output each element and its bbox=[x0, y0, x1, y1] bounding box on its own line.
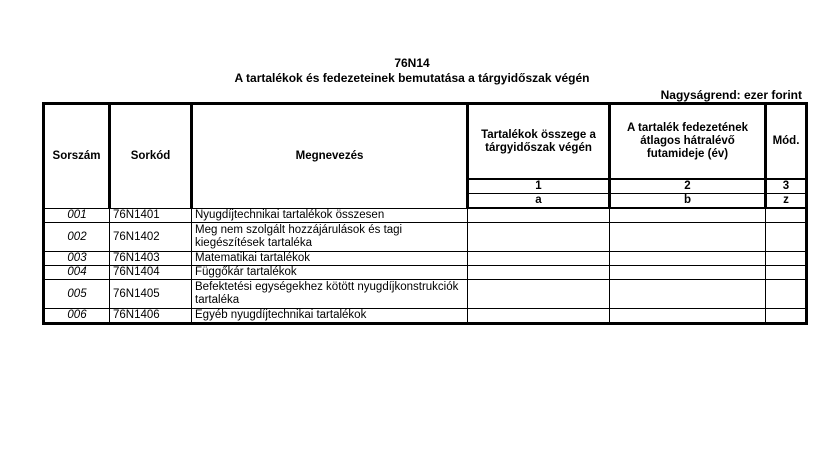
header-sorkod: Sorkód bbox=[110, 104, 192, 209]
row-code: 76N1401 bbox=[110, 208, 192, 223]
header-col3-letter: z bbox=[766, 194, 807, 209]
row-code: 76N1404 bbox=[110, 266, 192, 280]
header-col3-number: 3 bbox=[766, 179, 807, 194]
row-value-col2[interactable] bbox=[610, 280, 766, 309]
table-row bbox=[44, 309, 807, 324]
row-value-col3[interactable] bbox=[766, 266, 807, 280]
header-col2-letter: b bbox=[610, 194, 766, 209]
row-number: 001 bbox=[44, 208, 110, 223]
table-row bbox=[44, 266, 807, 280]
row-value-col2[interactable] bbox=[610, 266, 766, 280]
row-code: 76N1402 bbox=[110, 223, 192, 252]
header-col1: Tartalékok összege a tárgyidőszak végén bbox=[468, 104, 610, 180]
header-megnevezes: Megnevezés bbox=[192, 104, 468, 209]
header-sorszam: Sorszám bbox=[44, 104, 110, 209]
row-code: 76N1406 bbox=[110, 309, 192, 324]
row-value-col1[interactable] bbox=[468, 266, 610, 280]
row-number: 002 bbox=[44, 223, 110, 252]
row-name: Egyéb nyugdíjtechnikai tartalékok bbox=[192, 309, 468, 324]
row-value-col3[interactable] bbox=[766, 309, 807, 324]
row-name: Nyugdíjtechnikai tartalékok összesen bbox=[192, 208, 468, 223]
row-value-col2[interactable] bbox=[610, 252, 766, 266]
row-number: 006 bbox=[44, 309, 110, 324]
row-name: Matematikai tartalékok bbox=[192, 252, 468, 266]
row-value-col3[interactable] bbox=[766, 208, 807, 223]
row-name: Meg nem szolgált hozzájárulások és tagi kiegészítések tartaléka bbox=[192, 223, 468, 252]
row-number: 004 bbox=[44, 266, 110, 280]
row-value-col3[interactable] bbox=[766, 252, 807, 266]
row-number: 005 bbox=[44, 280, 110, 309]
row-value-col3[interactable] bbox=[766, 223, 807, 252]
header-col2: A tartalék fedezetének átlagos hátralévő futamideje (év) bbox=[610, 104, 766, 180]
form-code: 76N14 bbox=[394, 56, 430, 70]
row-value-col2[interactable] bbox=[610, 309, 766, 324]
unit-label: Nagyságrend: ezer forint bbox=[660, 88, 802, 102]
row-code: 76N1405 bbox=[110, 280, 192, 309]
row-value-col1[interactable] bbox=[468, 223, 610, 252]
row-number: 003 bbox=[44, 252, 110, 266]
table-row bbox=[44, 252, 807, 266]
row-name: Befektetési egységekhez kötött nyugdíjkonstrukciók tartaléka bbox=[192, 280, 468, 309]
form-title: A tartalékok és fedezeteinek bemutatása a tárgyidőszak végén bbox=[234, 71, 590, 85]
header-col2-number: 2 bbox=[610, 179, 766, 194]
row-name: Függőkár tartalékok bbox=[192, 266, 468, 280]
table-row bbox=[44, 280, 807, 309]
header-col1-letter: a bbox=[468, 194, 610, 209]
table-row bbox=[44, 208, 807, 223]
row-code: 76N1403 bbox=[110, 252, 192, 266]
row-value-col1[interactable] bbox=[468, 309, 610, 324]
row-value-col2[interactable] bbox=[610, 223, 766, 252]
row-value-col1[interactable] bbox=[468, 252, 610, 266]
row-value-col2[interactable] bbox=[610, 208, 766, 223]
row-value-col1[interactable] bbox=[468, 208, 610, 223]
table-row bbox=[44, 223, 807, 252]
row-value-col1[interactable] bbox=[468, 280, 610, 309]
header-col3: Mód. bbox=[766, 104, 807, 180]
report-table bbox=[42, 102, 808, 325]
row-value-col3[interactable] bbox=[766, 280, 807, 309]
header-col1-number: 1 bbox=[468, 179, 610, 194]
